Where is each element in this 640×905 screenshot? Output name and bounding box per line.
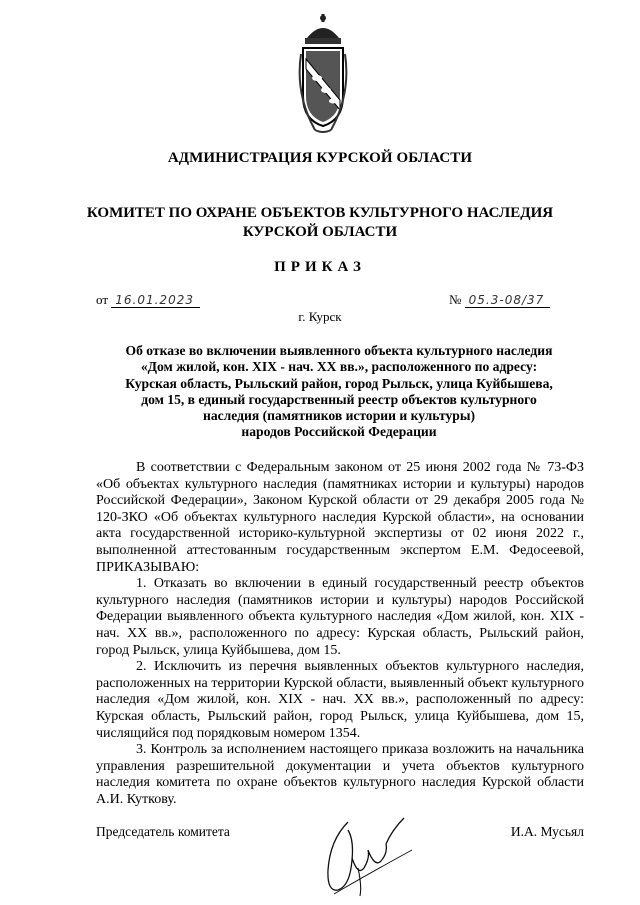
subject-line: Об отказе во включении выявленного объекта культурного наследия: [125, 343, 553, 358]
document-number: [449, 292, 550, 308]
document-body: [96, 460, 584, 808]
date-prefix: от: [96, 292, 109, 307]
body-paragraph-item-1: 1. Отказать во включении в единый государственный реестр объектов культурного наследия (памятников истории и культуры) народов Российской Федерации выявленного объекта культурного наследия «Дом жилой, кон. XIX - нач. XX вв.», расположенного по адресу: Курская область, Рыльский район, город Рыльск, улица Куйбышева, дом 15.: [96, 576, 584, 658]
document-city: г. Курск: [298, 309, 342, 324]
signatory-title: Председатель комитета: [96, 824, 230, 839]
subject-line: «Дом жилой, кон. XIX - нач. XX вв.», расположенного по адресу:: [140, 359, 538, 375]
organization-title: АДМИНИСТРАЦИЯ КУРСКОЙ ОБЛАСТИ: [167, 150, 473, 166]
number-prefix: №: [449, 292, 462, 307]
document-type: ПРИКАЗ: [274, 259, 366, 275]
body-paragraph-item-3: 3. Контроль за исполнением настоящего приказа возложить на начальника управления разрешительной документации и учета объектов культурного наследия комитета по охране объектов культурного наследия Курской области А.И. Куткову.: [96, 742, 584, 807]
subject-line: дом 15, в единый государственный реестр объектов культурного: [141, 391, 537, 407]
committee-title: [0, 204, 640, 242]
subject-line: наследия (памятников истории и культуры): [203, 408, 475, 424]
handwritten-signature-icon: [308, 810, 428, 900]
document-date: [96, 292, 200, 308]
date-value: 16.01.2023: [111, 293, 200, 308]
kursk-coat-of-arms-icon: [293, 14, 353, 138]
subject-line: народов Российской Федерации: [241, 424, 437, 440]
committee-title-line: КОМИТЕТ ПО ОХРАНЕ ОБЪЕКТОВ КУЛЬТУРНОГО НАСЛЕДИЯ: [86, 205, 554, 221]
body-paragraph-item-2: 2. Исключить из перечня выявленных объектов культурного наследия, расположенных на территории Курской области, выявленный объект культурного наследия «Дом жилой, кон. XIX - нач. XX вв.», расположенный по адресу: Курская область, Рыльский район, город Рыльск, улица Куйбышева, дом 15, числящийся под порядковым номером 1354.: [96, 659, 584, 741]
document-subject: [96, 343, 582, 441]
signatory-name: И.А. Мусьял: [510, 824, 584, 839]
subject-line: Курская область, Рыльский район, город Рыльск, улица Куйбышева,: [125, 375, 553, 391]
number-value: 05.3-08/37: [465, 293, 551, 308]
body-paragraph-preamble: В соответствии с Федеральным законом от 25 июня 2002 года № 73-ФЗ «Об объектах культурного наследия (памятниках истории и культуры) народов Российской Федерации», Законом Курской области от 29 декабря 2005 года № 120-ЗКО «Об объектах культурного наследия Курской области», на основании акта государственной историко-культурной экспертизы от 02 июня 2022 г., выполненной аттестованным государственным экспертом Е.М. Федосеевой, ПРИКАЗЫВАЮ:: [96, 460, 584, 575]
committee-title-line: КУРСКОЙ ОБЛАСТИ: [242, 224, 398, 240]
